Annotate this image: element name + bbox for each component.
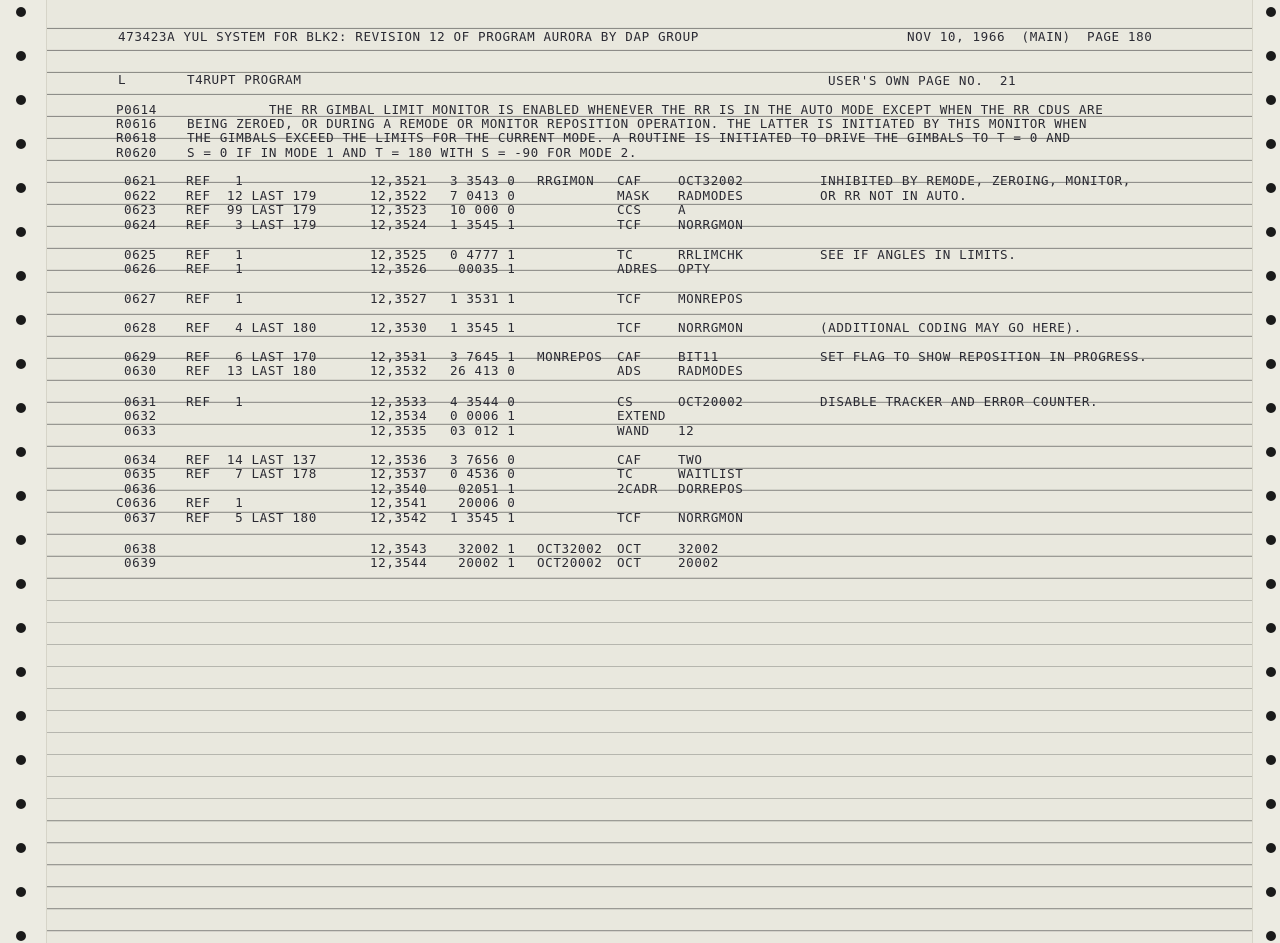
tractor-hole-right bbox=[1266, 7, 1276, 17]
tractor-hole-right bbox=[1266, 535, 1276, 545]
reference: REF 1 bbox=[186, 394, 244, 409]
tractor-hole-right bbox=[1266, 887, 1276, 897]
line-number: 0628 bbox=[124, 320, 157, 335]
line-number: 0627 bbox=[124, 291, 157, 306]
object-code: 02051 1 bbox=[450, 481, 516, 496]
program-name: T4RUPT PROGRAM bbox=[187, 72, 302, 87]
tractor-hole-left bbox=[16, 227, 26, 237]
opcode: ADRES bbox=[617, 261, 658, 276]
opcode: CAF bbox=[617, 173, 642, 188]
tractor-hole-left bbox=[16, 535, 26, 545]
reference: REF 5 LAST 180 bbox=[186, 510, 317, 525]
tractor-hole-right bbox=[1266, 315, 1276, 325]
object-code: 03 012 1 bbox=[450, 423, 516, 438]
remark: INHIBITED BY REMODE, ZEROING, MONITOR, bbox=[820, 173, 1131, 188]
opcode: OCT bbox=[617, 541, 642, 556]
opcode: OCT bbox=[617, 555, 642, 570]
operand: 20002 bbox=[678, 555, 719, 570]
line-number: 0621 bbox=[124, 173, 157, 188]
opcode: CS bbox=[617, 394, 634, 409]
tractor-hole-left bbox=[16, 579, 26, 589]
address: 12,3544 bbox=[370, 555, 428, 570]
operand: NORRGMON bbox=[678, 510, 744, 525]
address: 12,3536 bbox=[370, 452, 428, 467]
opcode: CAF bbox=[617, 452, 642, 467]
tractor-hole-right bbox=[1266, 183, 1276, 193]
tractor-hole-left bbox=[16, 95, 26, 105]
line-number: 0625 bbox=[124, 247, 157, 262]
line-number: 0631 bbox=[124, 394, 157, 409]
opcode: CAF bbox=[617, 349, 642, 364]
address: 12,3537 bbox=[370, 466, 428, 481]
object-code: 1 3545 1 bbox=[450, 510, 516, 525]
line-number: 0635 bbox=[124, 466, 157, 481]
tractor-hole-left bbox=[16, 447, 26, 457]
address: 12,3540 bbox=[370, 481, 428, 496]
tractor-hole-left bbox=[16, 667, 26, 677]
object-code: 0 4536 0 bbox=[450, 466, 516, 481]
address: 12,3541 bbox=[370, 495, 428, 510]
line-number: 0632 bbox=[124, 408, 157, 423]
line-number: 0637 bbox=[124, 510, 157, 525]
tractor-hole-left bbox=[16, 887, 26, 897]
operand: WAITLIST bbox=[678, 466, 744, 481]
tractor-hole-left bbox=[16, 711, 26, 721]
tractor-hole-right bbox=[1266, 579, 1276, 589]
comment-line-id: R0618 bbox=[116, 130, 157, 145]
address: 12,3521 bbox=[370, 173, 428, 188]
remark: (ADDITIONAL CODING MAY GO HERE). bbox=[820, 320, 1082, 335]
address: 12,3524 bbox=[370, 217, 428, 232]
tractor-hole-right bbox=[1266, 799, 1276, 809]
operand: OPTY bbox=[678, 261, 711, 276]
address: 12,3543 bbox=[370, 541, 428, 556]
comment-line-text: THE GIMBALS EXCEED THE LIMITS FOR THE CURRENT MODE. A ROUTINE IS INITIATED TO DRIVE THE GIMBALS TO T = 0 AND bbox=[187, 130, 1071, 145]
line-number: 0633 bbox=[124, 423, 157, 438]
tractor-hole-left bbox=[16, 491, 26, 501]
object-code: 0 4777 1 bbox=[450, 247, 516, 262]
remark: SET FLAG TO SHOW REPOSITION IN PROGRESS. bbox=[820, 349, 1148, 364]
line-number: 0634 bbox=[124, 452, 157, 467]
tractor-hole-right bbox=[1266, 667, 1276, 677]
remark: DISABLE TRACKER AND ERROR COUNTER. bbox=[820, 394, 1099, 409]
address: 12,3522 bbox=[370, 188, 428, 203]
operand: RADMODES bbox=[678, 188, 744, 203]
tractor-hole-left bbox=[16, 755, 26, 765]
reference: REF 13 LAST 180 bbox=[186, 363, 317, 378]
opcode: TCF bbox=[617, 510, 642, 525]
comment-line-text: S = 0 IF IN MODE 1 AND T = 180 WITH S = -90 FOR MODE 2. bbox=[187, 145, 638, 160]
line-number: 0622 bbox=[124, 188, 157, 203]
tractor-hole-right bbox=[1266, 447, 1276, 457]
address: 12,3534 bbox=[370, 408, 428, 423]
object-code: 1 3545 1 bbox=[450, 217, 516, 232]
operand: 12 bbox=[678, 423, 695, 438]
operand: OCT32002 bbox=[678, 173, 744, 188]
object-code: 1 3545 1 bbox=[450, 320, 516, 335]
tractor-hole-right bbox=[1266, 51, 1276, 61]
label: OCT20002 bbox=[537, 555, 603, 570]
tractor-hole-right bbox=[1266, 931, 1276, 941]
operand: OCT20002 bbox=[678, 394, 744, 409]
tractor-hole-right bbox=[1266, 227, 1276, 237]
tractor-hole-right bbox=[1266, 623, 1276, 633]
opcode: TCF bbox=[617, 291, 642, 306]
tractor-hole-left bbox=[16, 315, 26, 325]
tractor-hole-left bbox=[16, 403, 26, 413]
reference: REF 1 bbox=[186, 261, 244, 276]
line-number: 0638 bbox=[124, 541, 157, 556]
tractor-hole-right bbox=[1266, 711, 1276, 721]
tractor-hole-right bbox=[1266, 755, 1276, 765]
address: 12,3526 bbox=[370, 261, 428, 276]
comment-line-text: BEING ZEROED, OR DURING A REMODE OR MONITOR REPOSITION OPERATION. THE LATTER IS INITIATED BY THIS MONITOR WHEN bbox=[187, 116, 1088, 131]
opcode: EXTEND bbox=[617, 408, 667, 423]
object-code: 3 7656 0 bbox=[450, 452, 516, 467]
reference: REF 7 LAST 178 bbox=[186, 466, 317, 481]
tractor-hole-right bbox=[1266, 95, 1276, 105]
type-code: L bbox=[118, 72, 127, 87]
operand: NORRGMON bbox=[678, 217, 744, 232]
object-code: 3 7645 1 bbox=[450, 349, 516, 364]
opcode: WAND bbox=[617, 423, 650, 438]
object-code: 00035 1 bbox=[450, 261, 516, 276]
object-code: 26 413 0 bbox=[450, 363, 516, 378]
address: 12,3523 bbox=[370, 202, 428, 217]
reference: REF 6 LAST 170 bbox=[186, 349, 317, 364]
address: 12,3532 bbox=[370, 363, 428, 378]
opcode: TC bbox=[617, 466, 634, 481]
opcode: ADS bbox=[617, 363, 642, 378]
user-page-number: USER'S OWN PAGE NO. 21 bbox=[828, 73, 1017, 88]
address: 12,3542 bbox=[370, 510, 428, 525]
operand: 32002 bbox=[678, 541, 719, 556]
object-code: 4 3544 0 bbox=[450, 394, 516, 409]
reference: REF 1 bbox=[186, 247, 244, 262]
remark: SEE IF ANGLES IN LIMITS. bbox=[820, 247, 1017, 262]
address: 12,3530 bbox=[370, 320, 428, 335]
comment-line-text: THE RR GIMBAL LIMIT MONITOR IS ENABLED WHENEVER THE RR IS IN THE AUTO MODE EXCEPT WHEN THE RR CDUS ARE bbox=[187, 102, 1104, 117]
comment-line-id: P0614 bbox=[116, 102, 157, 117]
operand: TWO bbox=[678, 452, 703, 467]
reference: REF 3 LAST 179 bbox=[186, 217, 317, 232]
header-date-page: NOV 10, 1966 (MAIN) PAGE 180 bbox=[907, 29, 1153, 44]
object-code: 20006 0 bbox=[450, 495, 516, 510]
address: 12,3533 bbox=[370, 394, 428, 409]
object-code: 0 0006 1 bbox=[450, 408, 516, 423]
line-number: C0636 bbox=[116, 495, 157, 510]
operand: NORRGMON bbox=[678, 320, 744, 335]
object-code: 32002 1 bbox=[450, 541, 516, 556]
opcode: MASK bbox=[617, 188, 650, 203]
tractor-hole-left bbox=[16, 183, 26, 193]
object-code: 3 3543 0 bbox=[450, 173, 516, 188]
line-number: 0623 bbox=[124, 202, 157, 217]
tractor-hole-right bbox=[1266, 403, 1276, 413]
label: OCT32002 bbox=[537, 541, 603, 556]
address: 12,3531 bbox=[370, 349, 428, 364]
tractor-hole-left bbox=[16, 931, 26, 941]
reference: REF 1 bbox=[186, 291, 244, 306]
tractor-hole-left bbox=[16, 7, 26, 17]
tractor-hole-right bbox=[1266, 491, 1276, 501]
comment-line-id: R0620 bbox=[116, 145, 157, 160]
tractor-hole-left bbox=[16, 843, 26, 853]
object-code: 20002 1 bbox=[450, 555, 516, 570]
opcode: TCF bbox=[617, 217, 642, 232]
header-title: 473423A YUL SYSTEM FOR BLK2: REVISION 12 OF PROGRAM AURORA BY DAP GROUP bbox=[118, 29, 699, 44]
opcode: TC bbox=[617, 247, 634, 262]
tractor-hole-left bbox=[16, 139, 26, 149]
reference: REF 1 bbox=[186, 495, 244, 510]
opcode: 2CADR bbox=[617, 481, 658, 496]
tractor-hole-right bbox=[1266, 359, 1276, 369]
tractor-hole-right bbox=[1266, 843, 1276, 853]
tractor-hole-left bbox=[16, 271, 26, 281]
reference: REF 1 bbox=[186, 173, 244, 188]
comment-line-id: R0616 bbox=[116, 116, 157, 131]
address: 12,3527 bbox=[370, 291, 428, 306]
operand: BIT11 bbox=[678, 349, 719, 364]
tractor-hole-left bbox=[16, 623, 26, 633]
reference: REF 99 LAST 179 bbox=[186, 202, 317, 217]
line-number: 0636 bbox=[124, 481, 157, 496]
tractor-hole-right bbox=[1266, 271, 1276, 281]
line-number: 0624 bbox=[124, 217, 157, 232]
opcode: TCF bbox=[617, 320, 642, 335]
address: 12,3535 bbox=[370, 423, 428, 438]
tractor-hole-left bbox=[16, 51, 26, 61]
tractor-hole-left bbox=[16, 799, 26, 809]
opcode: CCS bbox=[617, 202, 642, 217]
object-code: 10 000 0 bbox=[450, 202, 516, 217]
line-number: 0630 bbox=[124, 363, 157, 378]
line-number: 0629 bbox=[124, 349, 157, 364]
operand: MONREPOS bbox=[678, 291, 744, 306]
reference: REF 14 LAST 137 bbox=[186, 452, 317, 467]
object-code: 7 0413 0 bbox=[450, 188, 516, 203]
operand: DORREPOS bbox=[678, 481, 744, 496]
label: RRGIMON bbox=[537, 173, 595, 188]
address: 12,3525 bbox=[370, 247, 428, 262]
label: MONREPOS bbox=[537, 349, 603, 364]
operand: RRLIMCHK bbox=[678, 247, 744, 262]
reference: REF 12 LAST 179 bbox=[186, 188, 317, 203]
tractor-hole-left bbox=[16, 359, 26, 369]
line-number: 0639 bbox=[124, 555, 157, 570]
tractor-hole-right bbox=[1266, 139, 1276, 149]
operand: A bbox=[678, 202, 687, 217]
reference: REF 4 LAST 180 bbox=[186, 320, 317, 335]
line-number: 0626 bbox=[124, 261, 157, 276]
operand: RADMODES bbox=[678, 363, 744, 378]
remark: OR RR NOT IN AUTO. bbox=[820, 188, 968, 203]
object-code: 1 3531 1 bbox=[450, 291, 516, 306]
